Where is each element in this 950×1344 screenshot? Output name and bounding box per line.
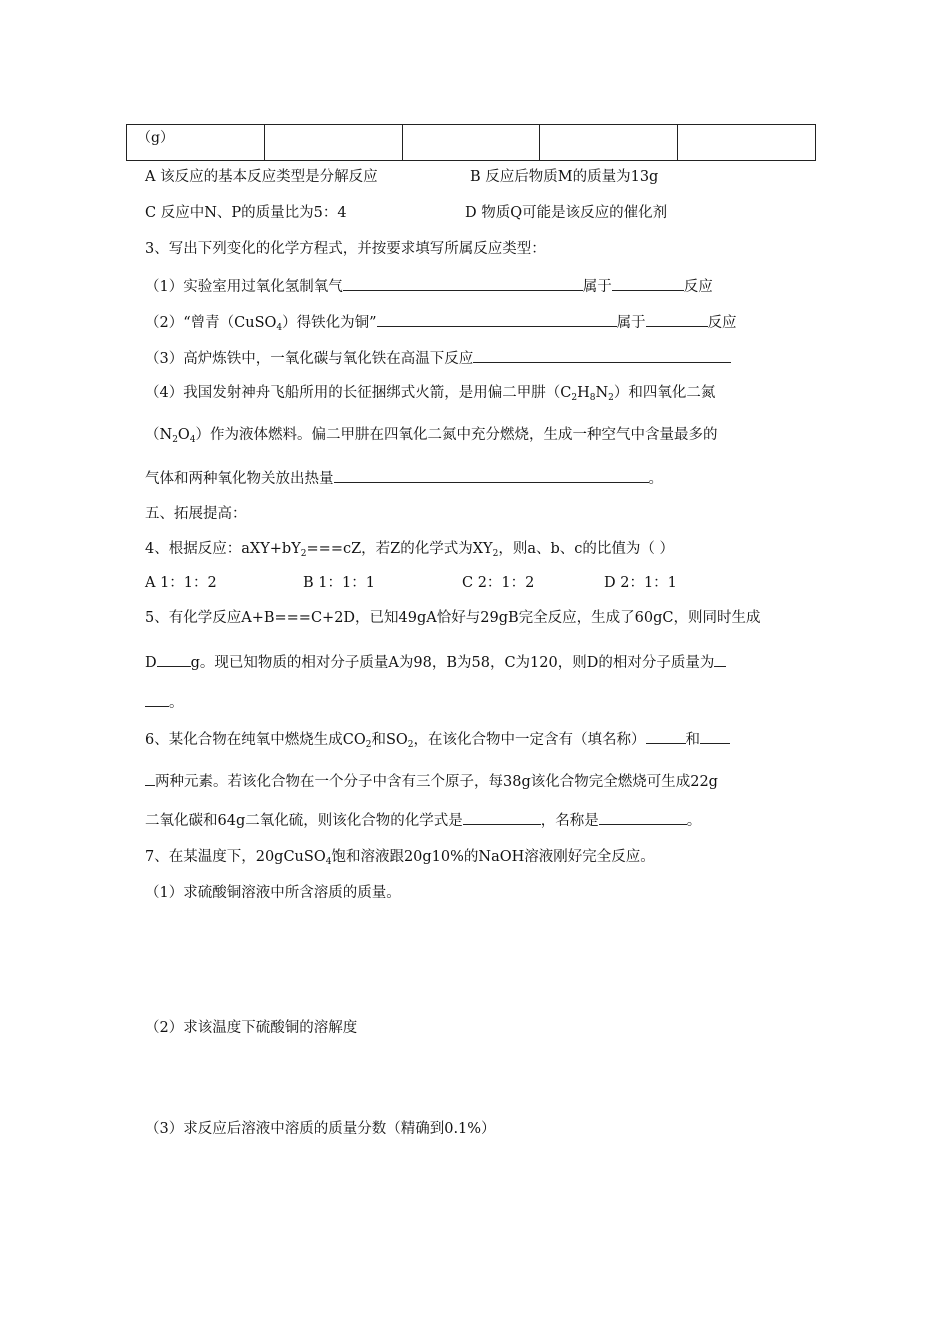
- q3-part1: [145, 274, 713, 298]
- q3-part4-text: 气体和两种氧化物关放出热量: [145, 471, 334, 487]
- q6-text: 和SO: [371, 732, 408, 748]
- subscript: 8: [589, 393, 596, 403]
- section-heading: 五、拓展提高：: [145, 506, 247, 522]
- subscript: 2: [300, 549, 307, 559]
- subscript: 4: [276, 323, 283, 333]
- q4-option-d: D 2：1：1: [604, 575, 677, 591]
- table-cell: （g）: [127, 125, 265, 161]
- q3-part4-text: N: [595, 385, 609, 401]
- answer-blank[interactable]: [343, 274, 583, 291]
- q3-part2: [145, 310, 737, 334]
- table-row: [127, 125, 816, 161]
- q3-part4-text: ）和四氧化二氮: [613, 385, 716, 401]
- answer-blank[interactable]: [646, 310, 708, 327]
- answer-blank[interactable]: [646, 727, 686, 744]
- q6-text: ，在该化合物中一定含有（填名称）: [413, 732, 646, 748]
- answer-blank[interactable]: [145, 690, 169, 707]
- q7-stem: [145, 846, 655, 868]
- subscript: 2: [571, 393, 578, 403]
- data-table: [126, 124, 816, 161]
- table-cell: [678, 125, 816, 161]
- q5-line1: 5、有化学反应A+B===C+2D，已知49gA恰好与29gB完全反应，生成了60gC，则同时生成: [145, 610, 761, 626]
- q7-text: 7、在某温度下，20gCuSO: [145, 849, 326, 865]
- subscript: 2: [492, 549, 499, 559]
- answer-blank[interactable]: [145, 769, 155, 786]
- answer-blank[interactable]: [700, 727, 730, 744]
- answer-blank[interactable]: [334, 466, 649, 483]
- subscript: 2: [407, 740, 414, 750]
- q3-title: 3、写出下列变化的化学方程式，并按要求填写所属反应类型：: [145, 241, 546, 257]
- q5-line2: [145, 650, 726, 674]
- q3-part4-text: ）作为液体燃料。偏二甲肼在四氧化二氮中充分燃烧，生成一种空气中含量最多的: [195, 427, 718, 443]
- q6-text: 6、某化合物在纯氧中燃烧生成CO: [145, 732, 366, 748]
- q4-text: ，则a、b、c的比值为（ ）: [498, 541, 675, 557]
- q3-part1-mid: 属于: [582, 279, 612, 295]
- q3-part4-line1: [145, 382, 715, 404]
- q4-text: ===cZ，若Z的化学式为XY: [306, 541, 493, 557]
- q3-part4-text: 。: [648, 471, 663, 487]
- q3-part2-text-a: （2）“曾青（CuSO: [145, 315, 277, 331]
- q5-line3: [145, 690, 184, 714]
- subscript: 2: [365, 740, 372, 750]
- q7-part2: （2）求该温度下硫酸铜的溶解度: [145, 1020, 358, 1036]
- q6-text: 二氧化碳和64g二氧化硫，则该化合物的化学式是: [145, 813, 463, 829]
- q7-part1: （1）求硫酸铜溶液中所含溶质的质量。: [145, 885, 401, 901]
- q3-part4-text: O: [177, 427, 190, 443]
- q3-part1-end: 反应: [683, 279, 713, 295]
- q3-part4-line2: [145, 424, 718, 446]
- q5-text: D: [145, 655, 157, 671]
- q5-text: g。现已知物质的相对分子质量A为98，B为58，C为120，则D的相对分子质量为: [190, 655, 715, 671]
- answer-blank[interactable]: [377, 310, 617, 327]
- answer-blank[interactable]: [157, 650, 191, 667]
- q4-option-c: C 2：1：2: [462, 575, 535, 591]
- subscript: 4: [325, 857, 332, 867]
- q2-option-a: A 该反应的基本反应类型是分解反应: [145, 169, 378, 185]
- subscript: 2: [172, 435, 178, 445]
- q4-stem: [145, 538, 674, 560]
- q6-text: 和: [685, 732, 701, 748]
- q3-part2-mid: 属于: [616, 315, 646, 331]
- q3-part2-text-b: ）得铁化为铜”: [282, 315, 377, 331]
- table-cell: [402, 125, 540, 161]
- q6-line1: [145, 727, 730, 751]
- q7-part3: （3）求反应后溶液中溶质的质量分数（精确到0.1%）: [145, 1121, 496, 1137]
- q2-option-d: D 物质Q可能是该反应的催化剂: [465, 205, 668, 221]
- subscript: 4: [189, 435, 196, 445]
- q6-line2: [145, 769, 718, 793]
- q2-option-b: B 反应后物质M的质量为13g: [470, 169, 659, 185]
- table-cell: [264, 125, 402, 161]
- q3-part4-line3: [145, 466, 663, 490]
- q4-option-a: A 1：1：2: [145, 575, 217, 591]
- q3-part4-text: （4）我国发射神舟飞船所用的长征捆绑式火箭，是用偏二甲肼（C: [145, 385, 572, 401]
- answer-blank[interactable]: [714, 650, 726, 667]
- q3-part2-end: 反应: [707, 315, 737, 331]
- q3-part3-text: （3）高炉炼铁中，一氧化碳与氧化铁在高温下反应: [145, 351, 474, 367]
- q3-part4-text: （N: [145, 427, 173, 443]
- table-cell: [540, 125, 678, 161]
- q7-text: 饱和溶液跟20g10%的NaOH溶液刚好完全反应。: [331, 849, 655, 865]
- q6-text: 。: [686, 813, 702, 829]
- q6-text: ，名称是: [540, 813, 599, 829]
- q2-option-c: C 反应中N、P的质量比为5：4: [145, 205, 347, 221]
- q3-part4-text: H: [577, 385, 590, 401]
- subscript: 2: [608, 393, 614, 403]
- q4-option-b: B 1：1：1: [303, 575, 375, 591]
- q6-line3: [145, 808, 701, 832]
- q3-part3: [145, 346, 731, 370]
- answer-blank[interactable]: [612, 274, 684, 291]
- answer-blank[interactable]: [599, 808, 687, 825]
- answer-blank[interactable]: [463, 808, 541, 825]
- q6-text: 两种元素。若该化合物在一个分子中含有三个原子，每38g该化合物完全燃烧可生成22g: [155, 774, 718, 790]
- q5-text: 。: [169, 695, 184, 711]
- q4-text: 4、根据反应：aXY+bY: [145, 541, 301, 557]
- q3-part1-text: （1）实验室用过氧化氢制氧气: [145, 279, 343, 295]
- answer-blank[interactable]: [473, 346, 731, 363]
